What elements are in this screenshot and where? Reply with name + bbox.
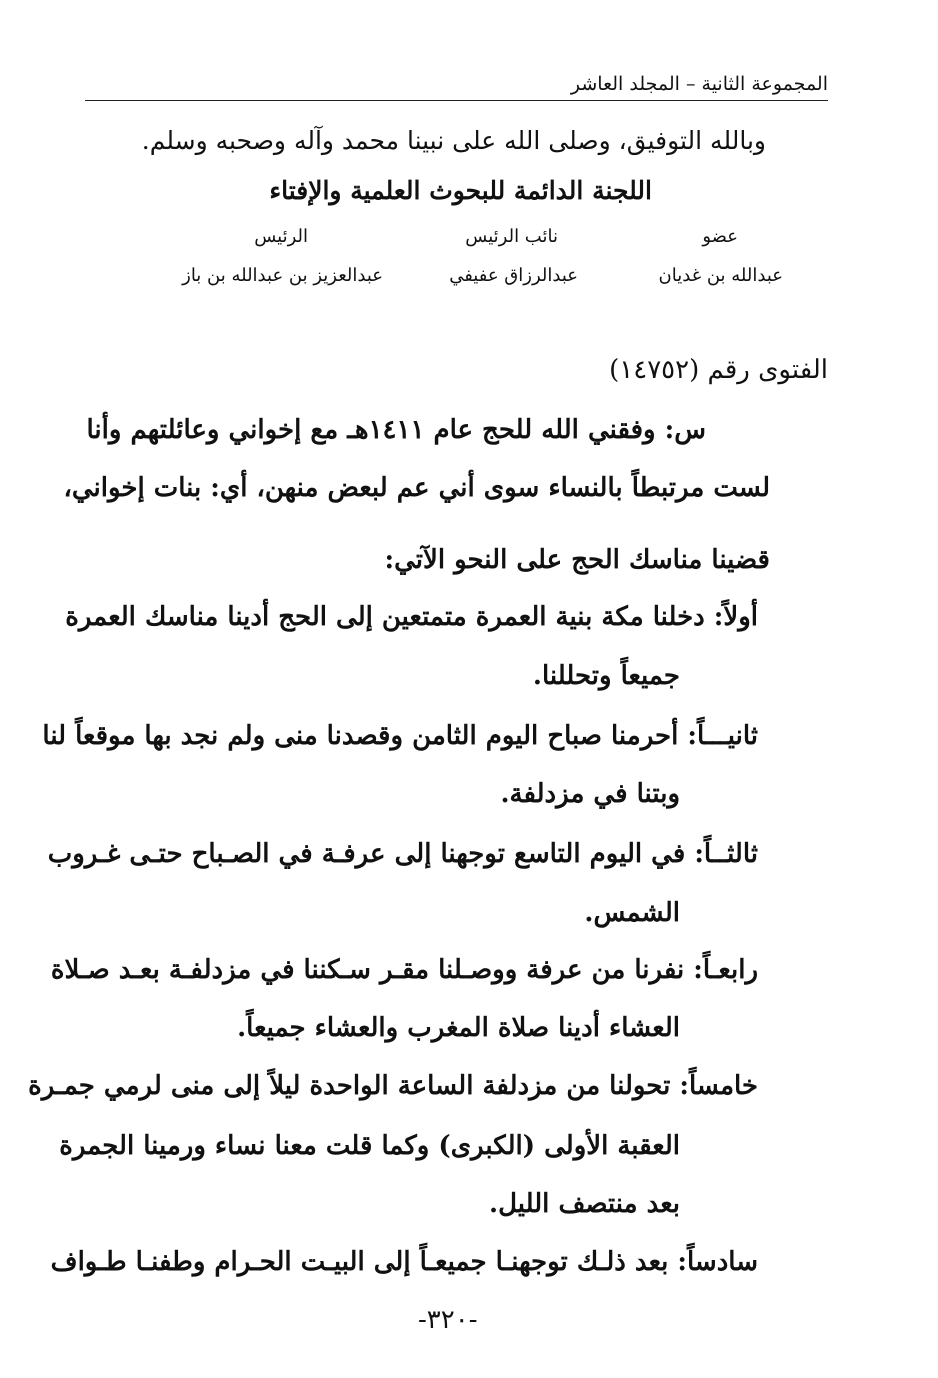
committee-name: اللجنة الدائمة للبحوث العلمية والإفتاء — [269, 176, 652, 205]
signatory-name-vice-president: عبدالرزاق عفيفي — [449, 265, 578, 286]
list-item-line: العقبة الأولى (الكبرى) وكما قلت معنا نساء ورمينا الجمرة — [59, 1131, 680, 1161]
signatory-title-president: الرئيس — [254, 226, 308, 247]
list-item-line: الشمس. — [584, 898, 680, 928]
list-item-line: جميعاً وتحللنا. — [532, 661, 680, 691]
signatory-title-member: عضو — [702, 226, 738, 247]
list-item-line: وبتنا في مزدلفة. — [500, 779, 680, 809]
closing-line: وبالله التوفيق، وصلى الله على نبينا محمد وآله وصحبه وسلم. — [141, 126, 766, 155]
list-item-line: سادساً: بعد ذلـك توجهنـا جميعـاً إلى البيـت الحـرام وطفنـا طـواف — [50, 1247, 758, 1277]
question-line: لست مرتبطاً بالنساء سوى أني عم لبعض منهن، أي: بنات إخواني، — [63, 473, 770, 503]
running-head-text: المجموعة الثانية – المجلد العاشر — [565, 73, 828, 95]
question-line: س: وفقني الله للحج عام ١٤١١هـ مع إخواني وعائلتهم وأنا — [86, 415, 706, 445]
signatory-name-president: عبدالعزيز بن عبدالله بن باز — [182, 265, 383, 286]
question-line: قضينا مناسك الحج على النحو الآتي: — [384, 545, 770, 575]
list-item-line: أولاً: دخلنا مكة بنية العمرة متمتعين إلى الحج أدينا مناسك العمرة — [65, 602, 758, 632]
signatory-name-member: عبدالله بن غديان — [658, 265, 783, 286]
running-head — [85, 70, 828, 101]
list-item-line: خامساً: تحولنا من مزدلفة الساعة الواحدة ليلاً إلى منى لرمي جمـرة — [28, 1071, 758, 1101]
list-item-line: رابعـاً: نفرنا من عرفة ووصـلنا مقـر سـكننا في مزدلفـة بعـد صـلاة — [50, 955, 758, 985]
list-item-line: العشاء أدينا صلاة المغرب والعشاء جميعاً. — [237, 1013, 680, 1043]
fatwa-number: الفتوى رقم (١٤٧٥٢) — [609, 355, 828, 385]
list-item-line: بعد منتصف الليل. — [489, 1189, 680, 1219]
list-item-line: ثالثــاً: في اليوم التاسع توجهنا إلى عرفـة في الصـباح حتـى غـروب — [47, 839, 758, 869]
signatory-title-vice-president: نائب الرئيس — [465, 226, 558, 247]
page-number: -٣٢٠- — [418, 1305, 478, 1335]
list-item-line: ثانيـــاً: أحرمنا صباح اليوم الثامن وقصدنا منى ولم نجد بها موقعاً لنا — [42, 721, 758, 751]
